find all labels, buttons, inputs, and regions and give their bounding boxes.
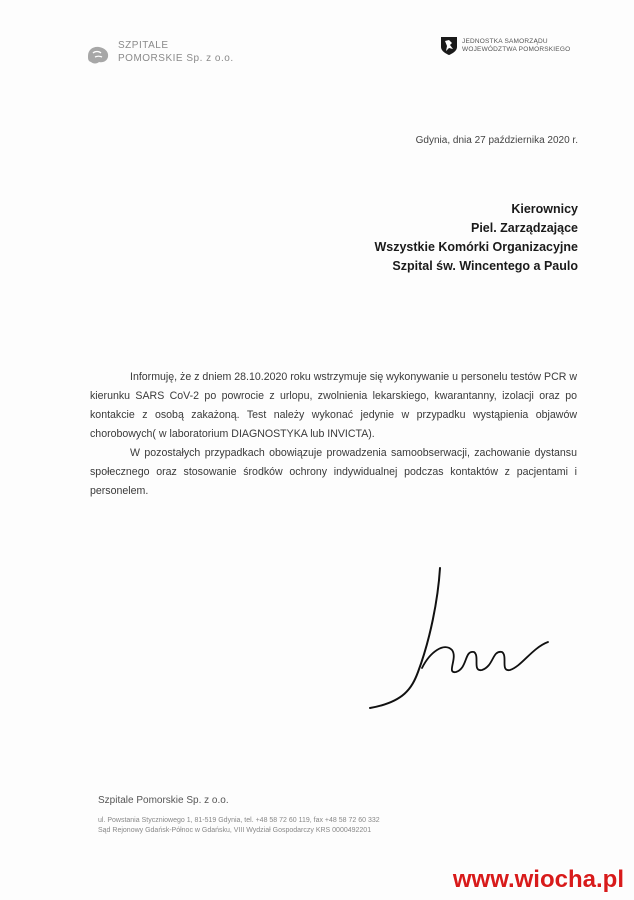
authority-line1: JEDNOSTKA SAMORZĄDU bbox=[462, 38, 548, 45]
addressee-line: Kierownicy bbox=[511, 202, 578, 216]
addressee-block bbox=[374, 200, 578, 276]
hospital-logo bbox=[85, 40, 265, 80]
body-paragraph-1: Informuję, że z dniem 28.10.2020 roku wstrzymuje się wykonywanie u personelu testów PCR w kierunku SARS CoV-2 po powrocie z urlopu, zwolnienia lekarskiego, kwarantanny, izolacji oraz po kontakcie z osobą zakażoną. Test należy wykonać jedynie w przypadku wystąpienia objawów chorobowych( w laboratorium DIAGNOSTYKA lub INVICTA). bbox=[90, 371, 577, 440]
footer-registry: Sąd Rejonowy Gdańsk-Północ w Gdańsku, VIII Wydział Gospodarczy KRS 0000492201 bbox=[98, 827, 372, 834]
handwritten-signature bbox=[360, 560, 560, 720]
footer-company: Szpitale Pomorskie Sp. z o.o. bbox=[98, 795, 229, 806]
date-line: Gdynia, dnia 27 października 2020 r. bbox=[415, 135, 578, 146]
authority-logo bbox=[440, 36, 590, 60]
hospital-logo-line1: SZPITALE bbox=[118, 40, 169, 51]
addressee-line: Wszystkie Komórki Organizacyjne bbox=[374, 240, 578, 254]
letter-body bbox=[90, 368, 577, 501]
griffin-crest-icon bbox=[440, 36, 458, 56]
addressee-line: Piel. Zarządzające bbox=[470, 221, 578, 235]
body-paragraph-2: W pozostałych przypadkach obowiązuje prowadzenia samoobserwacji, zachowanie dystansu społecznego oraz stosowanie środków ochrony indywidualnej podczas kontaktów z pacjentami i personelem. bbox=[90, 447, 577, 497]
authority-line2: WOJEWÓDZTWA POMORSKIEGO bbox=[462, 46, 571, 53]
addressee-line: Szpital św. Wincentego a Paulo bbox=[392, 259, 578, 273]
hospital-logo-line2: POMORSKIE Sp. z o.o. bbox=[118, 53, 234, 64]
hospital-logo-icon bbox=[85, 44, 111, 66]
footer-address: ul. Powstania Styczniowego 1, 81-519 Gdynia, tel. +48 58 72 60 119, fax +48 58 72 60 332 bbox=[98, 817, 380, 824]
watermark: www.wiocha.pl bbox=[452, 866, 624, 893]
